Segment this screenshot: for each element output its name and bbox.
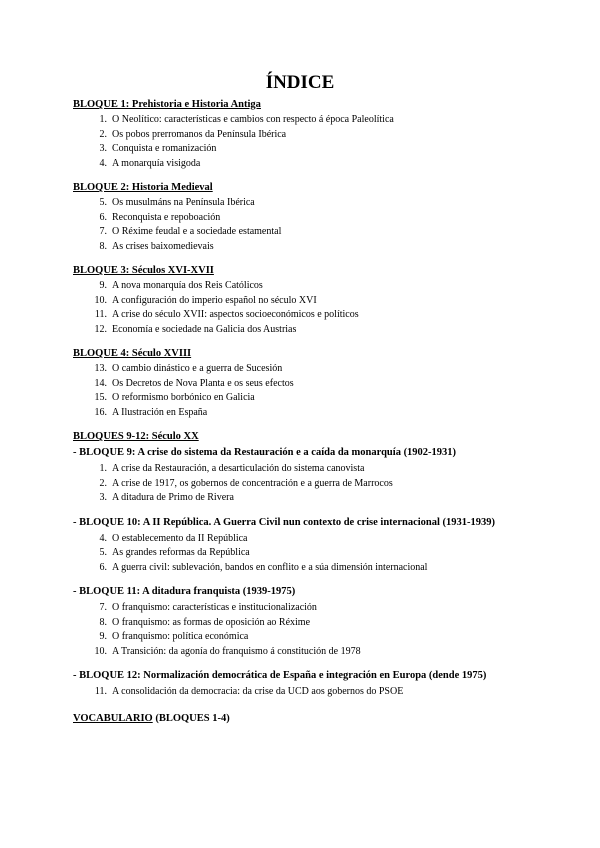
item-number: 7.: [99, 226, 107, 237]
item-text: A crise do século XVII: aspectos socioeconómicos e políticos: [112, 309, 359, 320]
item-text: O reformismo borbónico en Galicia: [112, 392, 255, 403]
subsection-bloque-12: [73, 669, 573, 700]
item-number: 11.: [94, 686, 107, 697]
subsection-heading: - BLOQUE 10: A II República. A Guerra Civil nun contexto de crise internacional (1931-1939): [73, 516, 496, 528]
section-heading: BLOQUE 4: Século XVIII: [73, 348, 192, 359]
list-item: [73, 391, 573, 406]
item-number: 4.: [99, 157, 107, 169]
page-title: ÍNDICE: [265, 72, 335, 93]
section-heading: BLOQUE 1: Prehistoria e Historia Antiga: [73, 99, 261, 110]
index-content: [73, 98, 573, 726]
list-item: [73, 142, 573, 157]
item-text: A ditadura de Primo de Rivera: [112, 492, 234, 503]
section-heading: BLOQUE 2: Historia Medieval: [73, 182, 213, 193]
list-item: [73, 685, 573, 700]
item-number: 2.: [99, 477, 107, 489]
list-item: [73, 308, 573, 323]
item-number: 6.: [99, 561, 107, 573]
item-number: 8.: [99, 240, 107, 252]
list-item: [73, 113, 573, 128]
item-text: A configuración do imperio español no século XVI: [112, 294, 317, 306]
subsection-bloque-11: [73, 585, 573, 659]
list-item: [73, 462, 573, 477]
list-item: [73, 362, 573, 377]
list-item: [73, 406, 573, 421]
item-number: 1.: [99, 114, 107, 125]
item-number: 5.: [99, 197, 107, 208]
list-item: [73, 645, 573, 660]
list-item: [73, 211, 573, 226]
item-text: A crise de 1917, os gobernos de concentración e a guerra de Marrocos: [112, 477, 393, 489]
subsection-bloque-9: [73, 446, 573, 506]
item-number: 3.: [99, 492, 107, 503]
list-item: [73, 561, 573, 576]
item-number: 16.: [94, 406, 107, 418]
item-number: 9.: [99, 631, 107, 642]
item-number: 14.: [94, 377, 107, 389]
list-item: [73, 323, 573, 338]
item-text: A nova monarquía dos Reis Católicos: [112, 280, 263, 291]
item-text: A Ilustración en España: [112, 406, 208, 418]
list-item: [73, 196, 573, 211]
subsection-heading: - BLOQUE 9: A crise do sistema da Restauración e a caída da monarquía (1902-1931): [73, 447, 457, 458]
list-item: [73, 491, 573, 506]
item-number: 10.: [94, 645, 107, 657]
item-text: A monarquía visigoda: [112, 157, 201, 169]
section-bloque-4: [73, 347, 573, 420]
item-number: 13.: [94, 363, 107, 374]
list-item: [73, 157, 573, 172]
item-number: 10.: [94, 294, 107, 306]
item-number: 8.: [99, 616, 107, 628]
item-number: 7.: [99, 602, 107, 613]
item-text: O Neolítico: características e cambios con respecto á época Paleolítica: [112, 114, 394, 125]
list-item: [73, 546, 573, 561]
item-text: O cambio dinástico e a guerra de Sucesión: [112, 363, 283, 374]
item-text: Economía e sociedade na Galicia dos Austrias: [112, 323, 297, 335]
section-bloques-9-12: [73, 430, 573, 700]
item-text: O franquismo: as formas de oposición ao Réxime: [112, 616, 311, 628]
item-number: 2.: [99, 128, 107, 140]
list-item: [73, 128, 573, 143]
section-bloque-2: [73, 181, 573, 254]
item-text: O franquismo: características e institucionalización: [112, 602, 317, 613]
vocabulary-label: VOCABULARIO: [73, 712, 153, 724]
item-text: Os pobos prerromanos da Península Ibérica: [112, 128, 287, 140]
subsection-heading: - BLOQUE 11: A ditadura franquista (1939-1975): [73, 586, 296, 597]
subsection-bloque-10: [73, 516, 573, 576]
item-number: 11.: [94, 309, 107, 320]
item-text: O franquismo: política económica: [112, 631, 249, 642]
item-number: 4.: [99, 532, 107, 544]
list-item: [73, 240, 573, 255]
item-number: 15.: [94, 392, 107, 403]
item-text: Reconquista e repoboación: [112, 211, 221, 223]
vocabulary-suffix: (BLOQUES 1-4): [152, 712, 230, 724]
list-item: [73, 601, 573, 616]
item-text: Os musulmáns na Península Ibérica: [112, 197, 255, 208]
item-text: O Réxime feudal e a sociedade estamental: [112, 226, 282, 237]
item-number: 12.: [94, 323, 107, 335]
item-text: A crise da Restauración, a desarticulación do sistema canovista: [112, 463, 365, 474]
item-number: 9.: [99, 280, 107, 291]
section-bloque-1: [73, 98, 573, 171]
list-item: [73, 616, 573, 631]
item-text: As grandes reformas da República: [112, 547, 250, 558]
item-text: As crises baixomedievais: [112, 240, 214, 252]
list-item: [73, 294, 573, 309]
item-number: 6.: [99, 211, 107, 223]
subsection-heading: - BLOQUE 12: Normalización democrática de España e integración en Europa (dende 1975): [73, 670, 487, 681]
item-text: A consolidación da democracia: da crise da UCD aos gobernos do PSOE: [112, 686, 404, 697]
item-text: Conquista e romanización: [112, 143, 217, 154]
section-bloque-3: [73, 264, 573, 337]
list-item: [73, 477, 573, 492]
section-heading: BLOQUE 3: Séculos XVI-XVII: [73, 265, 214, 276]
item-number: 1.: [99, 463, 107, 474]
item-number: 3.: [99, 143, 107, 154]
item-text: A guerra civil: sublevación, bandos en conflito e a súa dimensión internacional: [112, 561, 428, 573]
list-item: [73, 377, 573, 392]
item-text: O establecemento da II República: [112, 532, 248, 544]
section-heading: BLOQUES 9-12: Século XX: [73, 431, 199, 442]
item-text: Os Decretos de Nova Planta e os seus efectos: [112, 377, 294, 389]
list-item: [73, 630, 573, 645]
list-item: [73, 279, 573, 294]
list-item: [73, 532, 573, 547]
list-item: [73, 225, 573, 240]
item-number: 5.: [99, 547, 107, 558]
item-text: A Transición: da agonía do franquismo á constitución de 1978: [112, 645, 361, 657]
vocabulary-heading: [73, 712, 573, 726]
